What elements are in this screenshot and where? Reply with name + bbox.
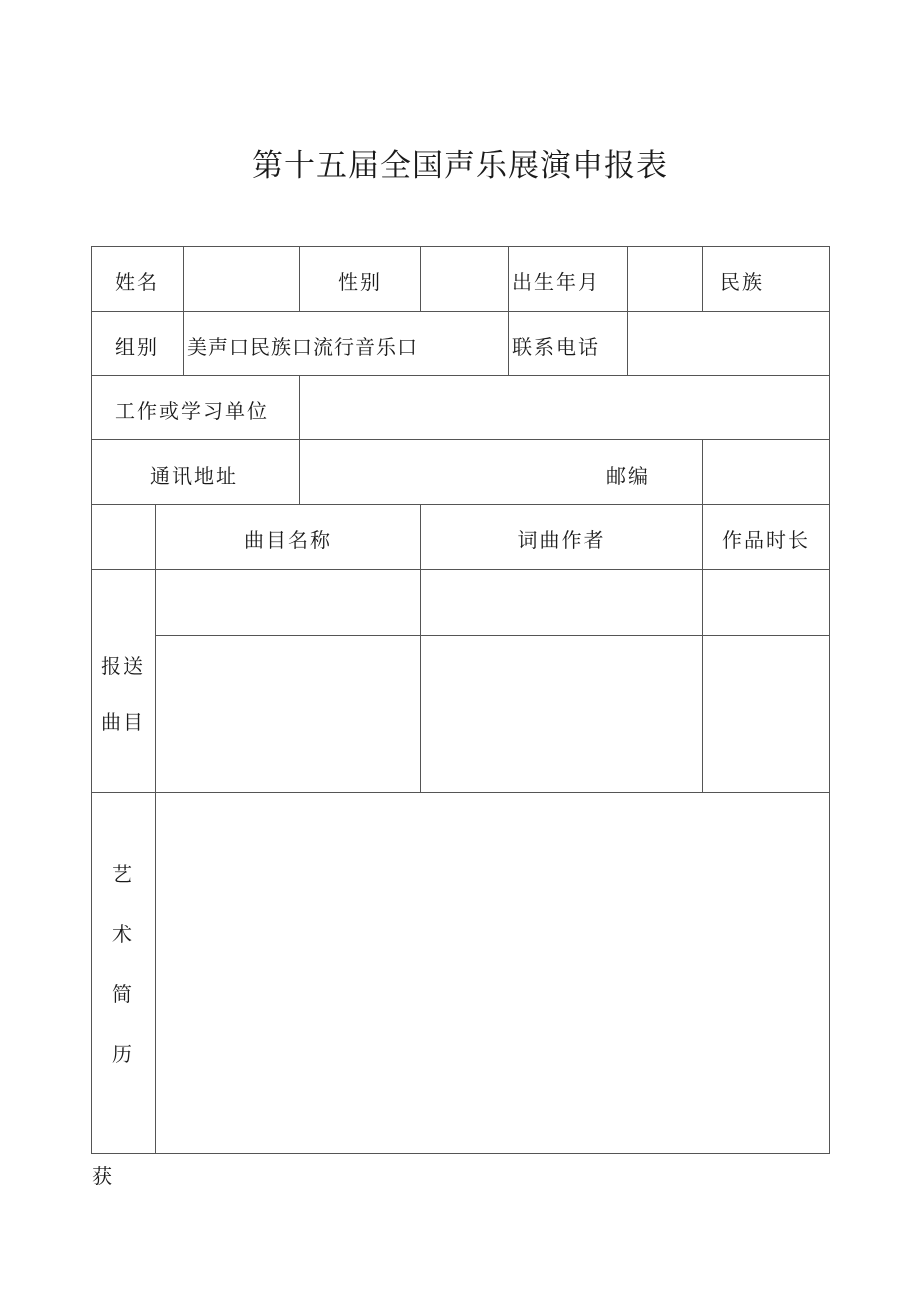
workplace-label: 工作或学习单位 — [115, 399, 269, 423]
table-rule — [91, 1153, 830, 1154]
gender-label: 性别 — [338, 270, 382, 294]
bio-label-char-1: 艺 — [112, 862, 134, 886]
footer-text: 获 — [92, 1164, 112, 1188]
table-rule — [702, 246, 703, 311]
phone-label: 联系电话 — [512, 335, 600, 359]
song-2-author-field[interactable] — [421, 636, 702, 792]
bio-field[interactable] — [156, 793, 829, 1153]
name-field[interactable] — [184, 247, 299, 311]
song-1-author-field[interactable] — [421, 570, 702, 635]
song-title-header: 曲目名称 — [244, 528, 332, 552]
table-rule — [508, 246, 509, 376]
song-1-title-field[interactable] — [156, 570, 420, 635]
form-title: 第十五届全国声乐展演申报表 — [252, 148, 668, 184]
workplace-field[interactable] — [300, 376, 829, 439]
group-label: 组别 — [115, 335, 159, 359]
bio-label-char-3: 简 — [112, 982, 134, 1006]
ethnicity-label: 民族 — [720, 270, 764, 294]
birth-date-label: 出生年月 — [512, 270, 600, 294]
birth-date-field[interactable] — [628, 247, 702, 311]
postcode-label: 邮编 — [606, 464, 650, 488]
table-rule — [299, 246, 300, 311]
bio-label-char-4: 历 — [112, 1042, 134, 1066]
table-rule — [91, 246, 92, 1154]
bio-label-char-2: 术 — [112, 922, 134, 946]
table-rule — [91, 504, 830, 505]
song-1-duration-field[interactable] — [703, 570, 829, 635]
group-options[interactable]: 美声口民族口流行音乐口 — [187, 335, 418, 359]
song-2-title-field[interactable] — [156, 636, 420, 792]
submitted-songs-label-line2: 曲目 — [101, 710, 145, 734]
phone-field[interactable] — [628, 312, 829, 375]
song-duration-header: 作品时长 — [722, 528, 810, 552]
song-author-header: 词曲作者 — [517, 528, 606, 552]
name-label: 姓名 — [115, 270, 159, 294]
table-rule — [829, 246, 830, 1154]
address-field[interactable] — [300, 440, 600, 504]
submitted-songs-label-line1: 报送 — [101, 654, 145, 678]
gender-field[interactable] — [421, 247, 508, 311]
song-2-duration-field[interactable] — [703, 636, 829, 792]
postcode-field[interactable] — [703, 440, 829, 504]
address-label: 通讯地址 — [150, 464, 238, 488]
